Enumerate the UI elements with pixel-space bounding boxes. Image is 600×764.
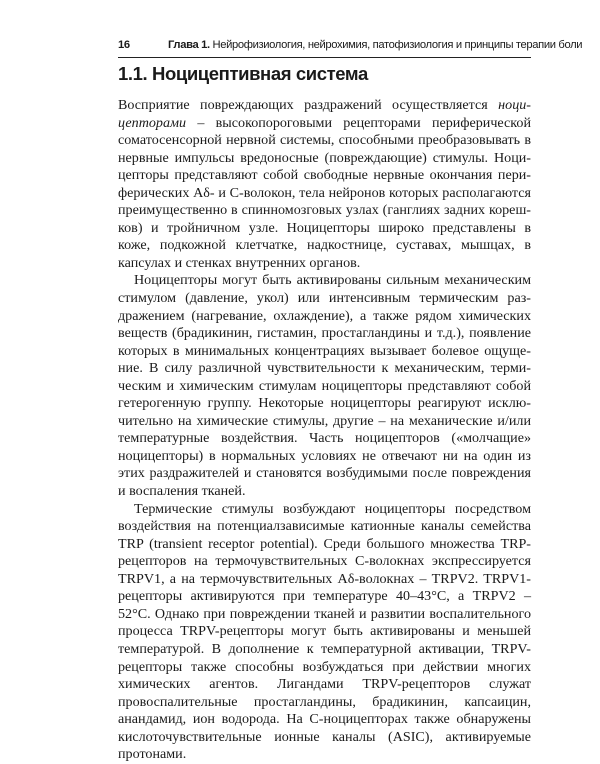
body-text [118, 97, 531, 764]
paragraph-1-rest: – высокопороговыми рецепторами периферической соматосенсорной нервной системы, способными преобразовывать в нервные импульсы вредоносные (повреждающие) стимулы. Ноцицепторы представляют собой свободные нервные окончания периферических Aδ- и C-волокон, тела нейронов которых располагаются преимущественно в спинномозговых узлах (ганглиях задних корешков) и тройничном узле. Ноцицепторы широко представлены в коже, подкожной клетчатке, надкостнице, суставах, мышцах, в капсулах и стенках внутренних органов. [118, 114, 531, 271]
running-head [118, 36, 583, 54]
header-divider [118, 57, 531, 58]
page-number: 16 [118, 39, 130, 51]
chapter-title [168, 36, 582, 54]
paragraph-3: Термические стимулы возбуждают ноцицепторы посредством воздействия на потенциалзависимые катионные каналы семейства TRP (transient receptor potential). Среди большого множества TRP-рецепторов на термочувствительных C-волокнах экспрессируется TRPV1, а на термочувствительных Aδ-волокнах – TRPV2. TRPV1-рецепторы активируются при температуре 40–43°С, а TRPV2 – 52°С. Однако при повреждении тканей и развитии воспалительного процесса TRPV-рецепторы могут быть активированы и меньшей температурой. В дополнение к температурной активации, TRPV-рецепторы также способны возбуждаться при действии многих химических агентов. Лигандами TRPV-рецепторов служат провоспалительные простагландины, брадикинин, капсаицин, анандамид, ион водорода. На C-ноцицепторах также обнаружены кислоточувствительные ионные каналы (ASIC), активируемые протонами. [118, 500, 531, 763]
section-heading: 1.1. Ноцицептивная система [118, 63, 368, 84]
chapter-label: Глава 1. [168, 39, 210, 51]
paragraph-1 [118, 97, 531, 272]
term-nociceptors: ноцицепторами [118, 97, 531, 131]
paragraph-1-lead: Восприятие повреждающих раздражений осуществляется [118, 97, 499, 113]
paragraph-2: Ноцицепторы могут быть активированы сильным механическим стимулом (давление, укол) или интенсивным термическим раздражением (нагревание, охлаждение), а также рядом химических веществ (брадикинин, гистамин, простагландины и т.д.), появление которых в минимальных концентрациях вызывает болевое ощущение. В силу различной чувствительности к механическим, термическим и химическим стимулам ноцицепторы представляют собой гетерогенную группу. Некоторые ноцицепторы реагируют исключительно на химические стимулы, другие – на механические и/или температурные воздействия. Часть ноцицепторов («молчащие» ноцицепторы) в нормальных условиях не отвечают ни на один из этих раздражителей и становятся возбудимыми после повреждения и воспаления тканей. [118, 272, 531, 500]
chapter-title-text: Нейрофизиология, нейрохимия, патофизиология и принципы терапии боли [212, 39, 583, 51]
